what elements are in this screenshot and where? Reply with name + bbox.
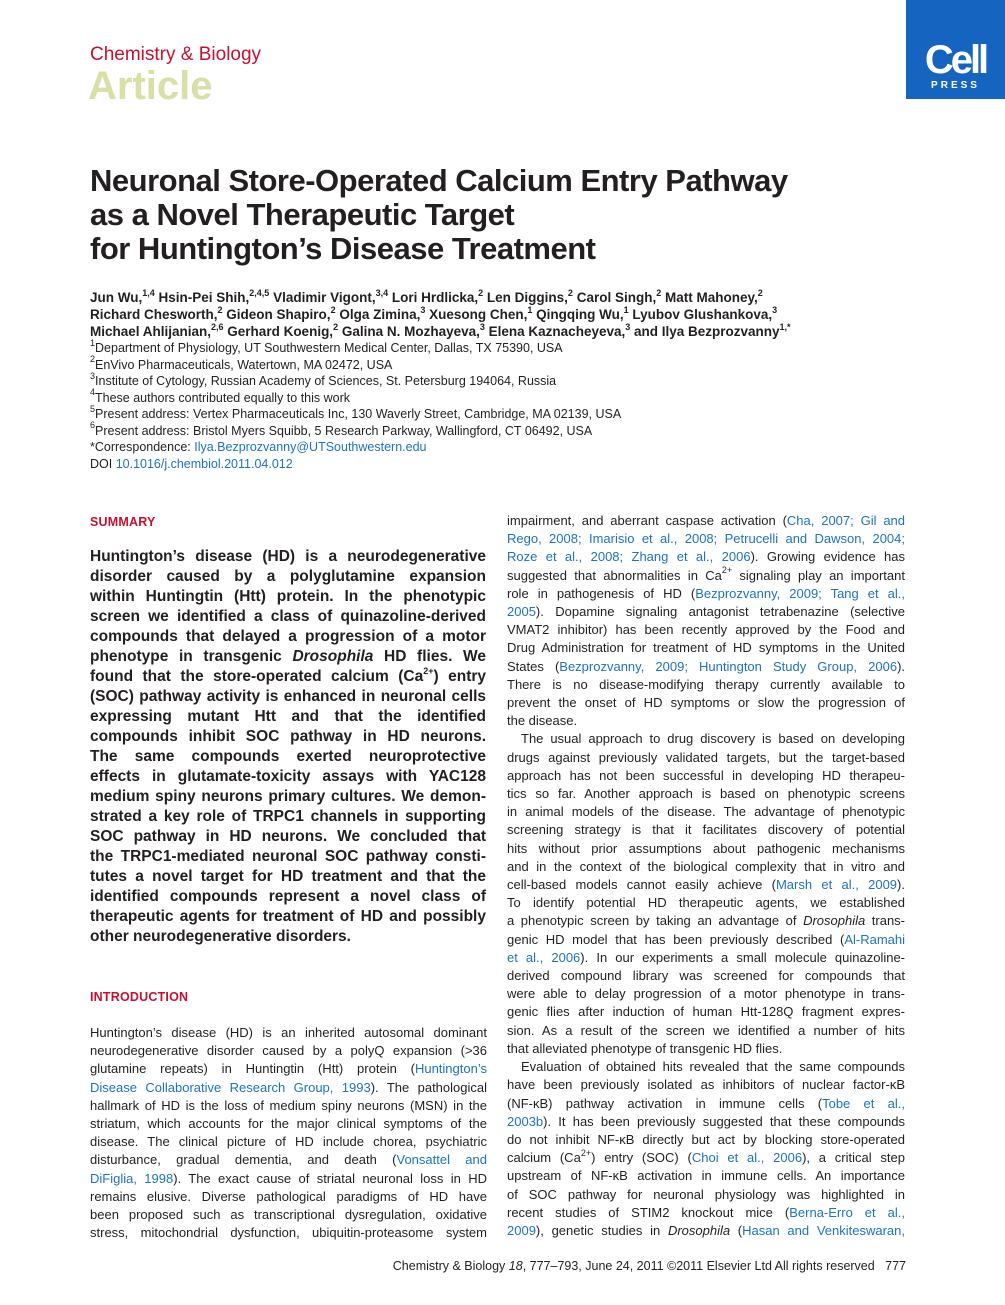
affiliation-line: $^5$Present address: Vertex Pharmaceuticals Inc, 130 Waverly Street, Cambridge, MA 02139, USA: [90, 403, 622, 421]
introduction-heading: INTRODUCTION: [90, 990, 189, 1004]
body-line: upstream of NF-κB activation in immune cells. An importance: [507, 1168, 905, 1184]
body-line: Huntington’s disease (HD) is an inherited autosomal dominant: [90, 1025, 487, 1040]
summary-heading: SUMMARY: [90, 515, 156, 529]
body-line: suggested that abnormalities in $Ca^{2+}$ signaling play an important: [507, 565, 905, 583]
summary-line: SOC pathway in HD neurons. We concluded that: [90, 828, 486, 845]
article-title: [90, 164, 870, 266]
body-line: genic flies after induction of human Htt-128Q fragment expres-: [507, 1004, 905, 1020]
body-line: derived compound library was screened for compounds that: [507, 968, 905, 984]
summary-line: medium spiny neurons primary cultures. We demon-: [90, 788, 486, 805]
body-line: genic HD model that has been previously described (Al-Ramahi: [507, 931, 905, 947]
body-line: Disease Collaborative Research Group, 1993). The pathological: [90, 1079, 487, 1095]
article-type-label: Article: [88, 64, 213, 108]
body-line: Roze et al., 2008; Zhang et al., 2006). Growing evidence has: [507, 549, 905, 565]
title-line: Neuronal Store-Operated Calcium Entry Pathway: [90, 163, 788, 198]
logo-word: Cell: [924, 38, 987, 82]
body-line: disease. The clinical picture of HD include chorea, psychiatric: [90, 1134, 487, 1150]
summary-line: disorder caused by a polyglutamine expansion: [90, 568, 486, 585]
summary-line: compounds that delayed a progression of a motor: [90, 628, 486, 645]
body-line: been proposed such as transcriptional dysregulation, oxidative: [90, 1207, 487, 1223]
page-footer: Chemistry & Biology 18, 777–793, June 24, 2011 ©2011 Elsevier Ltd All rights reserved 777: [392, 1259, 906, 1273]
body-line: were able to delay progression of a motor phenotype in trans-: [507, 986, 905, 1002]
affiliation-line: DOI 10.1016/j.chembiol.2011.04.012: [90, 456, 293, 471]
body-line: the disease.: [507, 713, 578, 729]
author-line: Jun Wu,$^{1,4}$ Hsin-Pei Shih,$^{2,4,5}$ Vladimir Vigont,$^{3,4}$ Lori Hrdlicka,$^2$ Len Diggins,$^2$ Carol Singh,$^2$ Matt Mahoney,$^2$: [90, 287, 763, 305]
summary-line: found that the store-operated calcium $(Ca^{2+})$ entry: [90, 665, 487, 685]
summary-line: Huntington’s disease (HD) is a neurodegenerative: [90, 548, 486, 565]
body-line: Evaluation of obtained hits revealed that the same compounds: [521, 1059, 905, 1075]
body-line: calcium $(Ca^{2+})$ entry (SOC) (Choi et al., 2006), a critical step: [507, 1147, 906, 1166]
summary-line: within Huntingtin (Htt) protein. In the phenotypic: [90, 588, 486, 605]
body-line: glutamine repeats) in Huntingtin (Htt) protein (Huntington’s: [90, 1061, 487, 1077]
body-line: approach has not been successful in developing HD therapeu-: [507, 767, 905, 783]
summary-line: tutes a novel target for HD treatment and that the: [90, 868, 486, 885]
logo-subtitle: PRESS: [931, 80, 980, 91]
body-line: States (Bezprozvanny, 2009; Huntington Study Group, 2006).: [507, 658, 906, 674]
affiliation-line: $^6$Present address: Bristol Myers Squibb, 5 Research Parkway, Wallingford, CT 06492, USA: [90, 420, 593, 438]
summary-text: [90, 547, 486, 947]
body-line: Drug Administration for treatment of HD symptoms in the United: [507, 640, 905, 656]
summary-line: effects in glutamate-toxicity assays with YAC128: [90, 768, 486, 785]
body-line: et al., 2006). In our experiments a small molecule quinazoline-: [507, 949, 906, 965]
body-line: screening strategy is that it facilitates discovery of potential: [507, 822, 905, 838]
summary-line: therapeutic agents for treatment of HD and possibly: [90, 908, 486, 925]
body-line: role in pathogenesis of HD (Bezprozvanny, 2009; Tang et al.,: [507, 585, 905, 601]
body-line: Rego, 2008; Imarisio et al., 2008; Petrucelli and Dawson, 2004;: [507, 531, 905, 547]
body-line: prevent the onset of HD symptoms or slow the progression of: [507, 695, 905, 711]
body-line: and in the context of the biological complexity that in vitro and: [507, 858, 905, 874]
body-line: striatum, which accounts for the major clinical symptoms of the: [90, 1116, 487, 1132]
summary-line: identified compounds represent a novel class of: [90, 888, 486, 905]
body-line: neurodegenerative disorder caused by a polyQ expansion (>36: [90, 1043, 487, 1059]
body-line: cell-based models cannot easily achieve (Marsh et al., 2009).: [507, 877, 905, 893]
body-line: 2005). Dopamine signaling antagonist tetrabenazine (selective: [507, 604, 905, 620]
author-line: Richard Chesworth,$^2$ Gideon Shapiro,$^2$ Olga Zimina,$^3$ Xuesong Chen,$^1$ Qingqing Wu,$^1$ Lyubov Glushankova,$^3$: [90, 304, 778, 322]
affiliation-list: [90, 337, 622, 472]
body-line: The usual approach to drug discovery is based on developing: [521, 731, 905, 747]
journal-name: Chemistry & Biology: [90, 44, 262, 65]
summary-line: (SOC) pathway activity is enhanced in neuronal cells: [90, 688, 486, 705]
body-line: have been previously isolated as inhibitors of nuclear factor-κB: [507, 1077, 905, 1093]
summary-line: expressing mutant Htt and that the identified: [90, 708, 486, 725]
body-line: hits without prior assumptions about pathogenic mechanisms: [507, 840, 905, 856]
body-line: (NF-κB) pathway activation in immune cells (Tobe et al.,: [507, 1095, 905, 1111]
affiliation-line: $^2$EnVivo Pharmaceuticals, Watertown, MA 02472, USA: [90, 354, 393, 372]
body-line: of SOC pathway for neuronal physiology was highlighted in: [507, 1186, 905, 1202]
summary-line: the TRPC1-mediated neuronal SOC pathway consti-: [90, 848, 486, 865]
body-line: 2003b). It has been previously suggested that these compounds: [507, 1113, 905, 1129]
summary-line: screen we identified a class of quinazoline-derived: [90, 608, 486, 625]
body-line: tics so far. Another approach is based on phenotypic screens: [507, 786, 905, 802]
body-line: drugs against previously validated targets, but the target-based: [507, 749, 905, 765]
affiliation-line: *Correspondence: Ilya.Bezprozvanny@UTSouthwestern.edu: [90, 440, 427, 454]
body-line: a phenotypic screen by taking an advantage of Drosophila trans-: [507, 913, 906, 929]
body-line: do not inhibit NF-κB directly but act by blocking store-operated: [507, 1131, 905, 1147]
summary-line: strated a key role of TRPC1 channels in supporting: [90, 808, 486, 825]
body-line: recent studies of STIM2 knockout mice (Berna-Erro et al.,: [507, 1204, 905, 1220]
body-line: stress, mitochondrial dysfunction, ubiquitin-proteasome system: [90, 1225, 487, 1241]
cell-press-logo: [906, 0, 1005, 99]
body-line: 2009), genetic studies in Drosophila (Hasan and Venkiteswaran,: [507, 1222, 905, 1238]
body-line: hallmark of HD is the loss of medium spiny neurons (MSN) in the: [90, 1097, 487, 1113]
body-line: that alleviated phenotype of transgenic HD flies.: [507, 1040, 783, 1056]
body-line: in animal models of the disease. The advantage of phenotypic: [507, 804, 905, 820]
body-line: impairment, and aberrant caspase activation (Cha, 2007; Gil and: [507, 513, 906, 528]
affiliation-line: $^1$Department of Physiology, UT Southwestern Medical Center, Dallas, TX 75390, USA: [90, 337, 563, 355]
summary-line: compounds inhibit SOC pathway in HD neurons.: [90, 728, 486, 745]
body-line: VMAT2 inhibitor) has been recently approved by the Food and: [507, 622, 905, 638]
body-line: remains elusive. Diverse pathological paradigms of HD have: [90, 1188, 487, 1204]
summary-line: other neurodegenerative disorders.: [90, 928, 351, 945]
author-line: Michael Ahlijanian,$^{2,6}$ Gerhard Koenig,$^2$ Galina N. Mozhayeva,$^3$ Elena Kaznacheyeva,$^3$ and Ilya Bezprozvanny$^{1,*}$: [90, 321, 791, 339]
body-line: DiFiglia, 1998). The exact cause of striatal neuronal loss in HD: [90, 1170, 487, 1186]
author-list: [90, 289, 890, 340]
body-line: disturbance, gradual dementia, and death (Vonsattel and: [90, 1152, 487, 1168]
summary-line: phenotype in transgenic Drosophila HD flies. We: [90, 648, 486, 665]
affiliation-line: $^3$Institute of Cytology, Russian Academy of Sciences, St. Petersburg 194064, Russia: [90, 370, 557, 388]
body-line: There is no disease-modifying therapy currently available to: [507, 676, 905, 692]
right-column: [507, 512, 905, 1240]
title-line: for Huntington’s Disease Treatment: [90, 231, 596, 266]
body-line: sion. As a result of the screen we identified a number of hits: [507, 1022, 905, 1038]
introduction-left-column: [90, 1024, 487, 1242]
summary-line: The same compounds exerted neuroprotective: [90, 748, 486, 765]
affiliation-line: $^4$These authors contributed equally to this work: [90, 387, 351, 405]
body-line: To identify potential HD therapeutic agents, we established: [507, 895, 905, 911]
title-line: as a Novel Therapeutic Target: [90, 197, 515, 232]
